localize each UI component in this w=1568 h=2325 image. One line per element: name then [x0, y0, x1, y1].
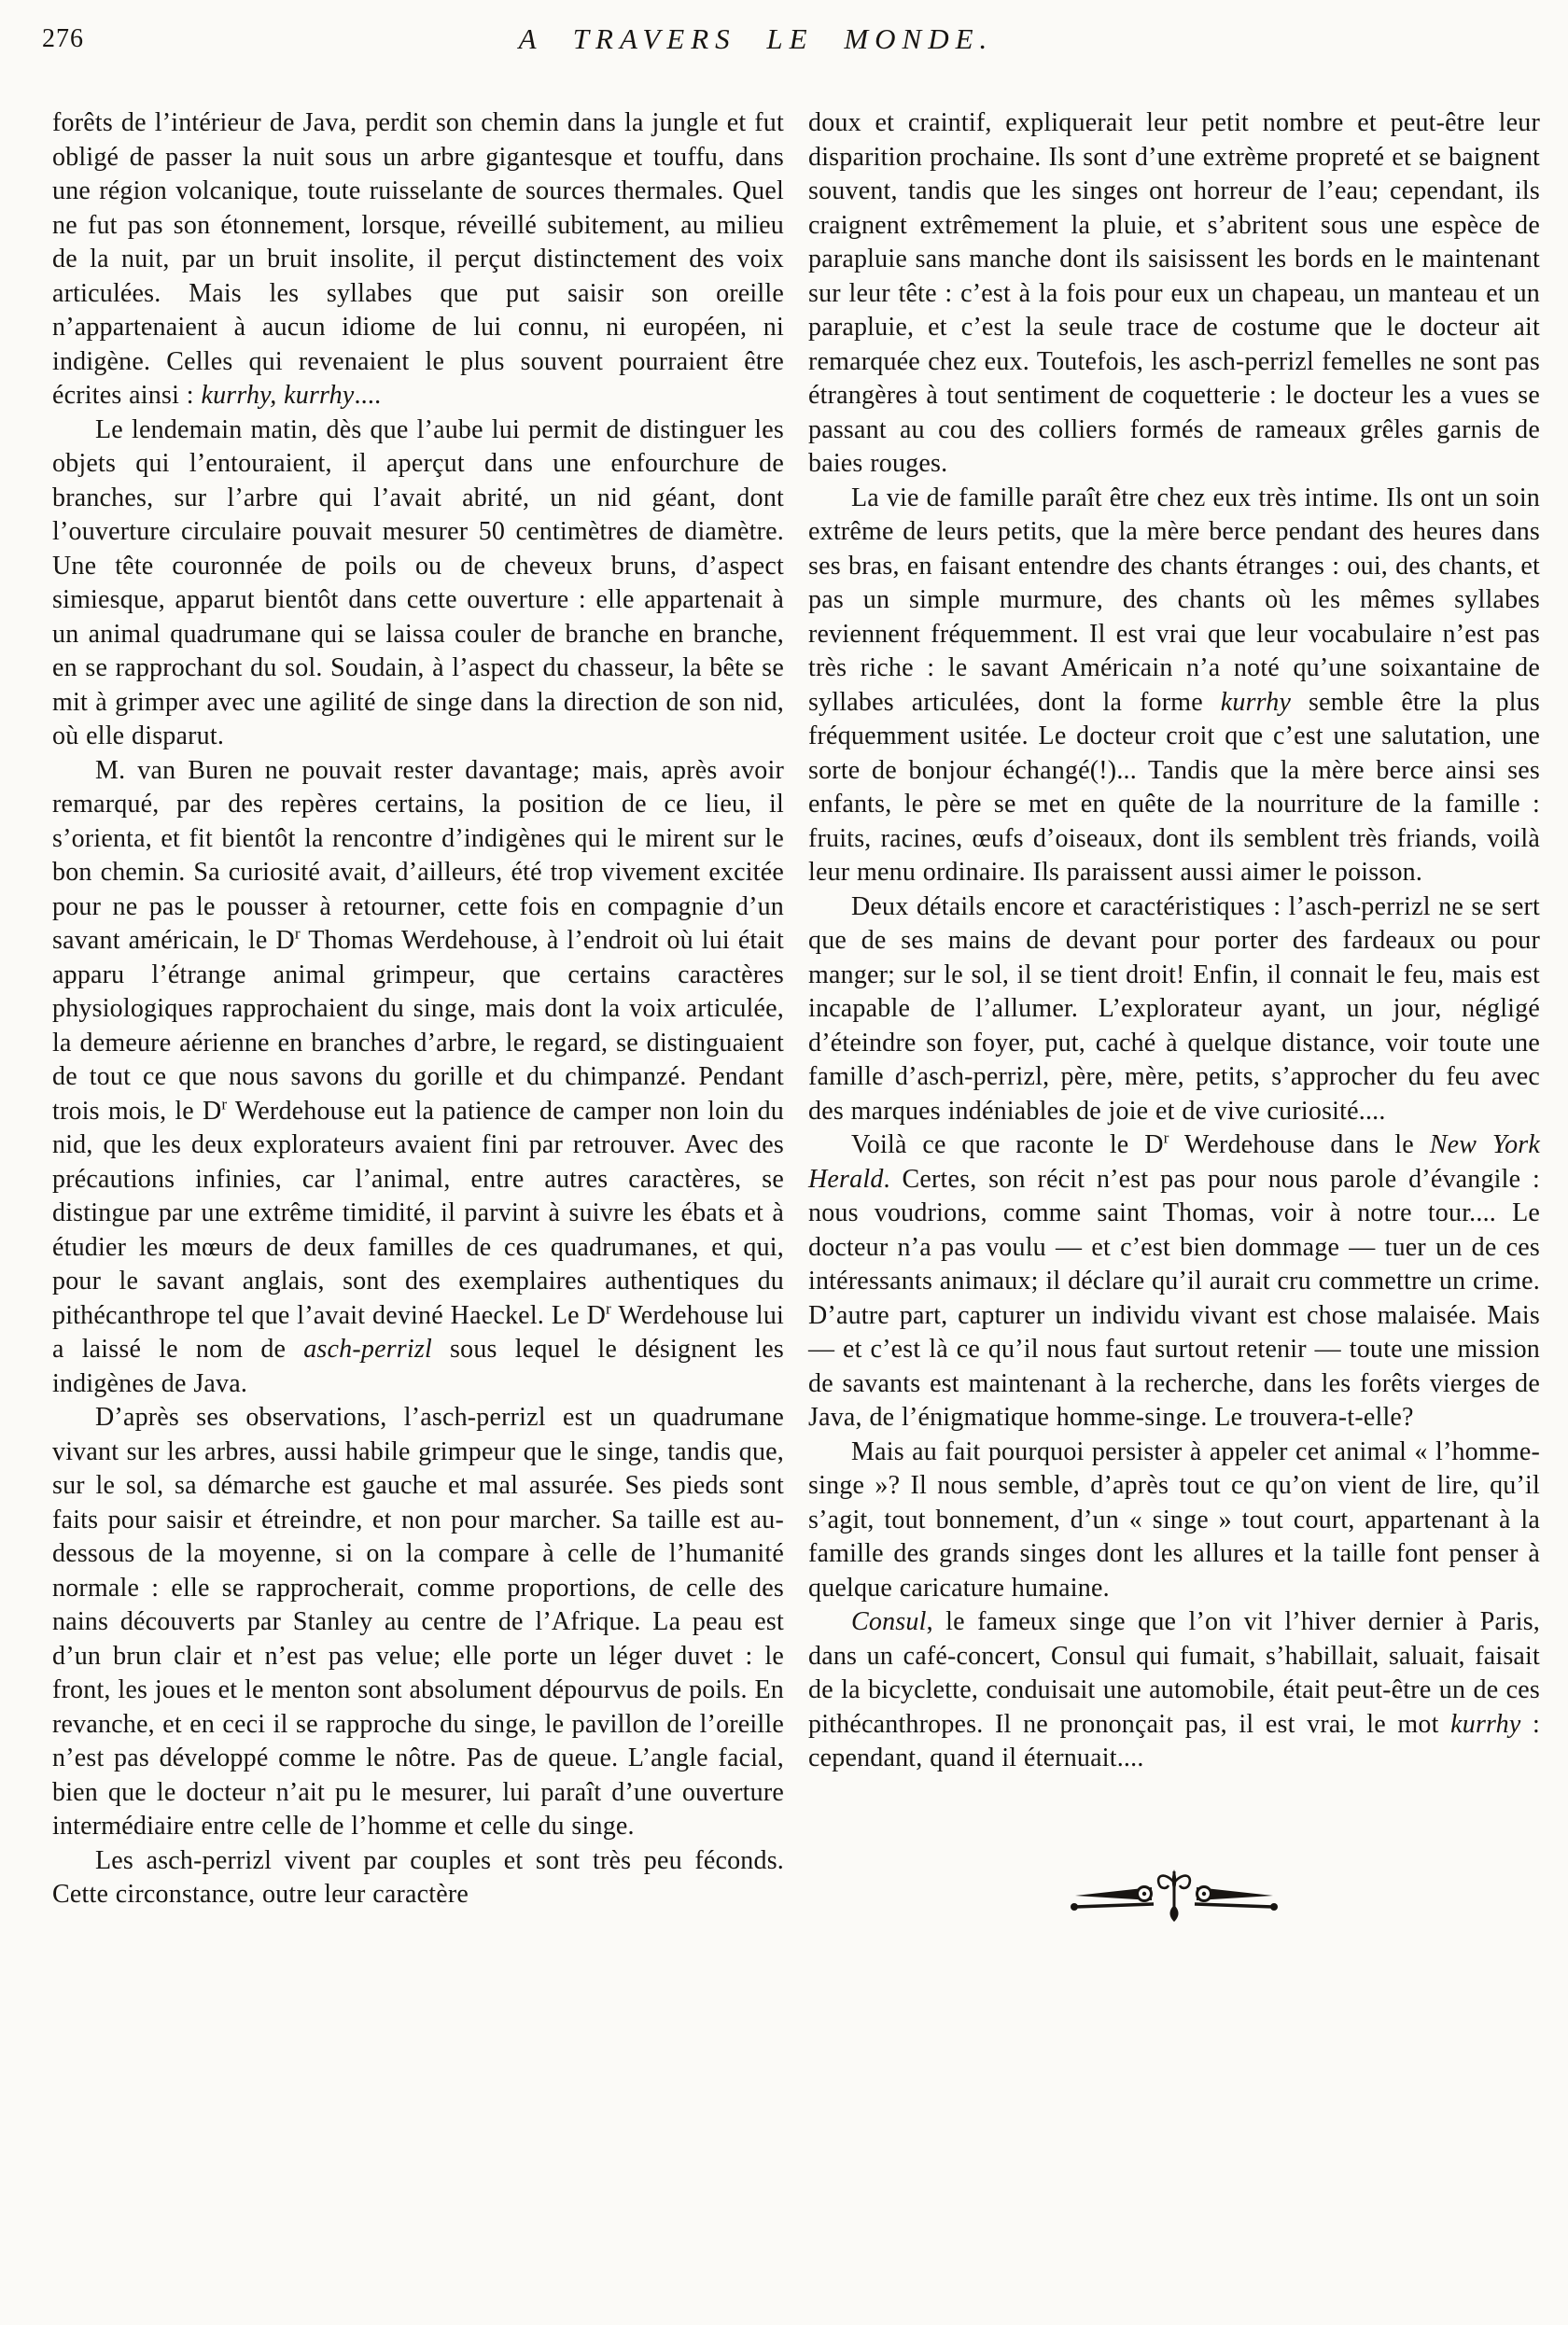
paragraph: Voilà ce que raconte le $D^r$ Werdehouse dans le New York Herald. Certes, son récit n’est pas pour nous parole d’évangile : nous voudrions, comme saint Thomas, voir à notre tour.... Le docteur n’a pas voulu — et c’est bien dommage — tuer un de ces intéressants animaux; il déclare qu’il aurait cru commettre un crime. D’autre part, capturer un individu vivant est chose malaisée. Mais — et c’est là ce qu’il nous faut surtout retenir — toute une mission de savants est maintenant à la recherche, dans les forêts vierges de Java, de l’énigmatique homme-singe. Le trouvera-t-elle? [808, 1128, 1540, 1432]
paragraph: M. van Buren ne pouvait rester davantage; mais, après avoir remarqué, par des repères certains, la position de ce lieu, il s’orienta, et fit bientôt la rencontre d’indigènes qui le mirent sur le bon chemin. Sa curiosité avait, d’ailleurs, été trop vivement excitée pour ne pas le pousser à retourner, cette fois en compagnie d’un savant américain, le $D^r$ Thomas Werdehouse, à l’endroit où lui était apparu l’étrange animal grimpeur, que certains caractères physiologiques rapprochaient du singe, mais dont la voix articulée, la demeure aérienne en branches d’arbre, le regard, se distinguaient de tout ce que nous savons du gorille et du chimpanzé. Pendant trois mois, le $D^r$ Werdehouse eut la patience de camper non loin du nid, que les deux explorateurs avaient fini par retrouver. Avec des précautions infinies, car l’animal, entre autres caractères, se distingue par une extrême timidité, il parvint à suivre les ébats et à étudier les mœurs de deux familles de ces quadrumanes, et qui, pour le savant anglais, sont des exemplaires authentiques du pithécanthrope tel que l’avait deviné Haeckel. Le $D^r$ Werdehouse lui a laissé le nom de asch-perrizl sous lequel le désignent les indigènes de Java. [52, 755, 785, 1398]
ornament-container [808, 1858, 1540, 1943]
paragraph: Les asch-perrizl vivent par couples et sont très peu féconds. Cette circonstance, outre leur caractère [52, 1845, 784, 1909]
page-header [0, 0, 1568, 82]
paragraph: Mais au fait pourquoi persister à appeler cet animal « l’homme-singe »? Il nous semble, d’après tout ce qu’on vient de lire, qu’il s’agit, tout bonnement, d’un « singe » tout court, appartenant à la famille des grands singes dont les allures et la taille font penser à quelque caricature humaine. [808, 1436, 1540, 1603]
paragraph: Le lendemain matin, dès que l’aube lui permit de distinguer les objets qui l’entouraient, il aperçut dans une enfourchure de branches, sur l’arbre qui l’avait abrité, un nid géant, dont l’ouverture circulaire pouvait mesurer 50 centimètres de diamètre. Une tête couronnée de poils ou de cheveux bruns, d’aspect simiesque, apparut bientôt dans cette ouverture : elle appartenait à un animal quadrumane qui se laissa couler de branche en branche, en se rapprochant du sol. Soudain, à l’aspect du chasseur, la bête se mit à grimper avec une agilité de singe dans la direction de son nid, où elle disparut. [52, 414, 784, 750]
text-columns [0, 82, 1568, 1942]
right-column [808, 106, 1540, 1942]
paragraph: Deux détails encore et caractéristiques : l’asch-perrizl ne se sert que de ses mains de devant pour porter des fardeaux ou pour manger; sur le sol, il se tient droit! Enfin, il connait le feu, mais est incapable de l’allumer. L’explorateur ayant, un jour, négligé d’éteindre son foyer, put, caché à quelque distance, voir toute une famille d’asch-perrizl, père, mère, petits, s’approcher du feu avec des marques indéniables de joie et de vive curiosité.... [808, 891, 1540, 1126]
paragraph: D’après ses observations, l’asch-perrizl est un quadrumane vivant sur les arbres, aussi habile grimpeur que le singe, tandis que, sur le sol, sa démarche est gauche et mal assurée. Ses pieds sont faits pour saisir et étreindre, et non pour marcher. Sa taille est au-dessous de la moyenne, si on la compare à celle de l’humanité normale : elle se rapprocherait, comme proportions, de celle des nains découverts par Stanley au centre de l’Afrique. La peau est d’un brun clair et n’est pas velue; elle porte un léger duvet : le front, les joues et le menton sont absolument dépourvus de poils. En revanche, et en ceci il se rapproche du singe, le pavillon de l’oreille n’est pas développé comme le nôtre. Pas de queue. L’angle facial, bien que le docteur n’ait pu le mesurer, lui paraît d’une ouverture intermédiaire entre celle de l’homme et celle du singe. [52, 1403, 784, 1841]
paragraph: Consul, le fameux singe que l’on vit l’hiver dernier à Paris, dans un café-concert, Consul qui fumait, s’habillait, saluait, faisait de la bicyclette, conduisait une automobile, était peut-être un de ces pithécanthropes. Il ne prononçait pas, il est vrai, le mot kurrhy : cependant, quand il éternuait.... [808, 1607, 1540, 1772]
running-title: A TRAVERS LE MONDE. [518, 22, 994, 55]
left-column [52, 106, 784, 1942]
paragraph: forêts de l’intérieur de Java, perdit son chemin dans la jungle et fut obligé de passer la nuit sous un arbre gigantesque et touffu, dans une région volcanique, toute ruisselante de sources thermales. Quel ne fut pas son étonnement, lorsque, réveillé subitement, au milieu de la nuit, par un bruit insolite, il perçut distinctement des voix articulées. Mais les syllabes que put saisir son oreille n’appartenaient à aucun idiome de lui connu, ni européen, ni indigène. Celles qui revenaient le plus souvent pourraient être écrites ainsi : kurrhy, kurrhy.... [52, 108, 784, 410]
page-number: 276 [42, 24, 84, 53]
paragraph: doux et craintif, expliquerait leur petit nombre et peut-être leur disparition prochaine. Ils sont d’une extrème propreté et se baignent souvent, tandis que les singes ont horreur de l’eau; cependant, ils craignent extrêmement la pluie, et s’abritent sous une espèce de parapluie sans manche dont ils saisissent les bords en le maintenant sur leur tête : c’est à la fois pour eux un chapeau, un manteau et un parapluie, et c’est la seule trace de costume que le docteur ait remarquée chez eux. Toutefois, les asch-perrizl femelles ne sont pas étrangères à tout sentiment de coquetterie : le docteur les a vues se passant au cou des colliers formés de rameaux grêles garnis de baies rouges. [808, 108, 1540, 478]
tailpiece-ornament [1062, 1858, 1286, 1933]
paragraph: La vie de famille paraît être chez eux très intime. Ils ont un soin extrême de leurs petits, que la mère berce pendant des heures dans ses bras, en faisant entendre des chants étranges : oui, des chants, et pas un simple murmure, des chants où les mêmes syllabes reviennent fréquemment. Il est vrai que leur vocabulaire n’est pas très riche : le savant Américain n’a noté qu’une soixantaine de syllabes articulées, dont la forme kurrhy semble être la plus fréquemment usitée. Le docteur croit que c’est une salutation, une sorte de bonjour échangé(!)... Tandis que la mère berce ainsi ses enfants, le père se met en quête de la nourriture de la famille : fruits, racines, œufs d’oiseaux, dont ils semblent très friands, voilà leur menu ordinaire. Ils paraissent aussi aimer le poisson. [808, 483, 1540, 887]
